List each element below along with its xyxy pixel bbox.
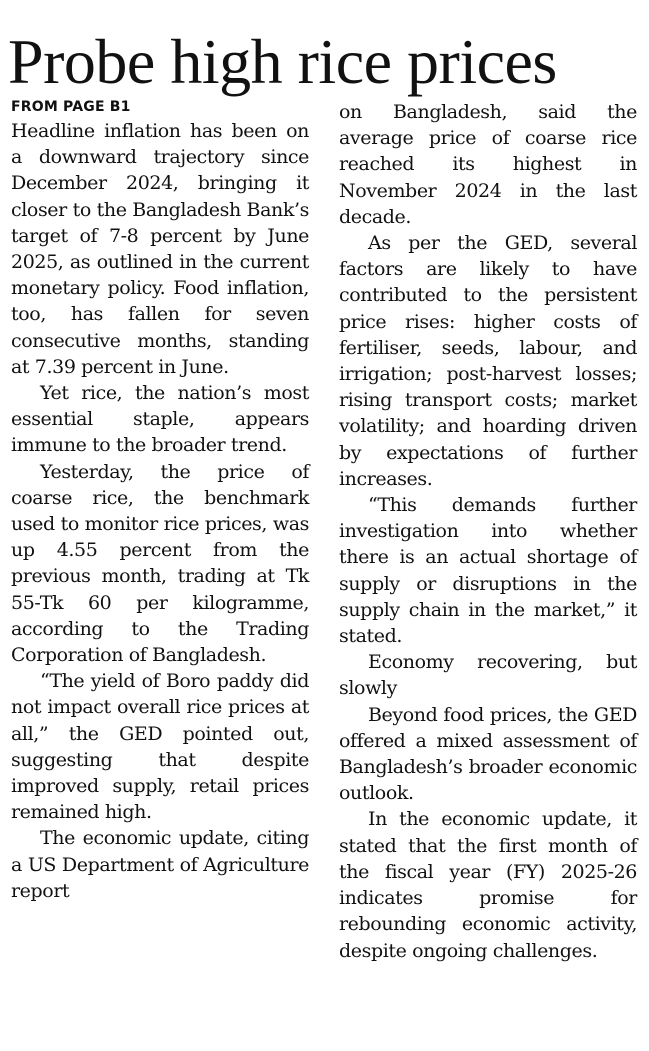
jump-line: FROM PAGE B1 [11,99,131,115]
paragraph-mixed-assessment: Beyond food prices, the GED offered a mixed assessment of Bangladesh’s broader economic outlook. [339,703,637,805]
paragraph-boro-quote: “The yield of Boro paddy did not impact overall rice prices at all,” the GED pointed out, suggesting that despite improved supply, retail prices remained high. [11,670,309,824]
paragraph-fiscal-year: In the economic update, it stated that the first month of the fiscal year (FY) 2025-26 indicates promise for rebounding economic activity, despite ongoing challenges. [339,808,637,962]
paragraph-rice-staple: Yet rice, the nation’s most essential staple, appears immune to the broader trend. [11,382,309,457]
subheading: Economy recovering, but slowly [339,651,637,700]
paragraph-inflation: Headline inflation has been on a downward trajectory since December 2024, bringing it closer to the Bangladesh Bank’s target of 7-8 percent by June 2025, as outlined in the current monetary policy. Food inflation, too, has fallen for seven consecutive months, standing at 7.39 percent in June. [11,120,309,378]
paragraph-coarse-rice-price: Yesterday, the price of coarse rice, the benchmark used to monitor rice prices, was up 4.55 percent from the previous month, trading at Tk 55-Tk 60 per kilogramme, according to the Trading Corporation of Bangladesh. [11,460,309,667]
paragraph-economic-update-continued: on Bangladesh, said the average price of coarse rice reached its highest in November 2024 in the last decade. [339,101,637,228]
headline: Probe high rice prices [8,26,557,97]
right-column [339,99,637,964]
left-column [11,96,309,904]
paragraph-investigation-quote: “This demands further investigation into whether there is an actual shortage of supply or disruptions in the supply chain in the market,” it stated. [339,494,637,648]
paragraph-economic-update-start: The economic update, citing a US Department of Agriculture report [11,827,309,902]
paragraph-price-factors: As per the GED, several factors are likely to have contributed to the persistent price rises: higher costs of fertiliser, seeds, labour, and irrigation; post-harvest losses; rising transport costs; market volatility; and hoarding driven by expectations of further increases. [339,232,637,490]
